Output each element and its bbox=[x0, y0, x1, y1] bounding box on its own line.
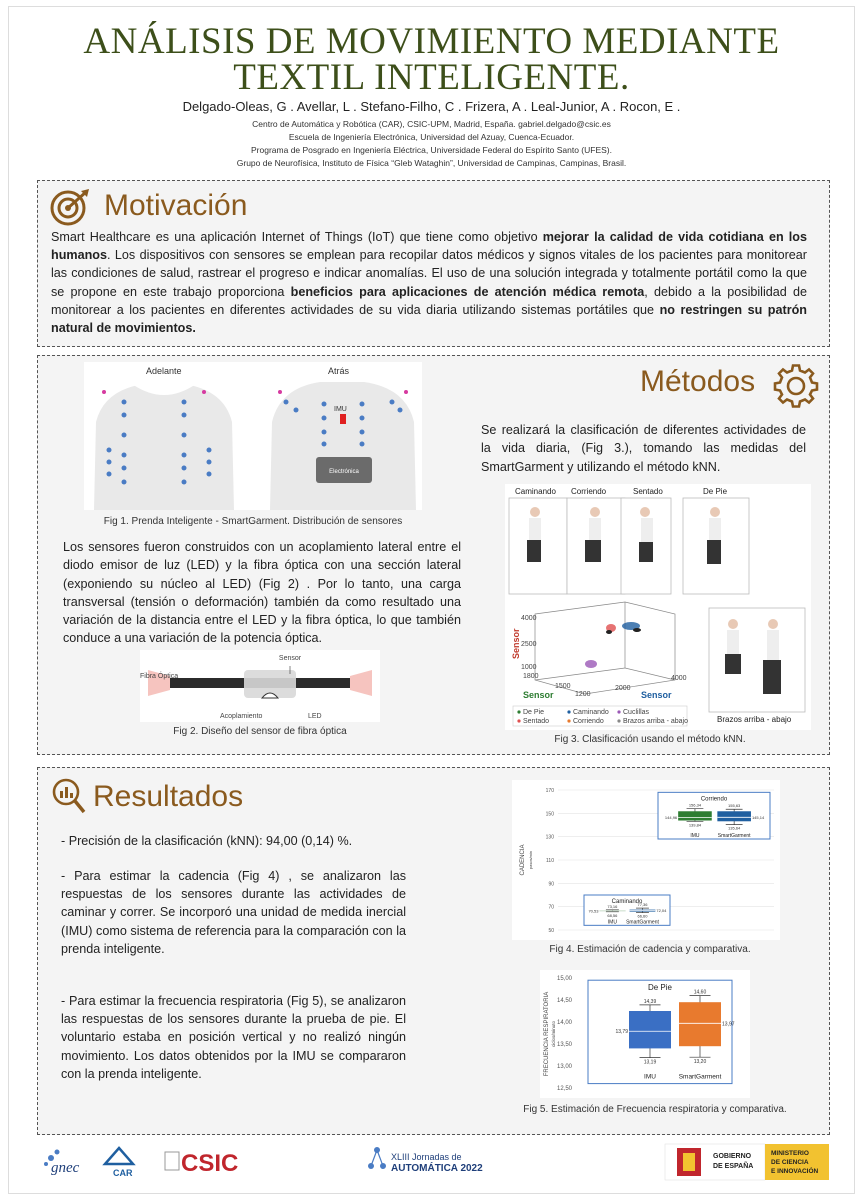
fig4-g1-s1-min-label: 66,60 bbox=[637, 913, 648, 919]
fig4-g0-s0-median-label: 144,96 bbox=[664, 814, 678, 820]
fig3-legend-depie: De Pie bbox=[523, 709, 545, 716]
fig4-ytick-5: 70 bbox=[548, 904, 554, 911]
fig3-tick-z2: 1000 bbox=[521, 664, 537, 671]
affiliation-1: Centro de Automática y Robótica (CAR), CSIC-UPM, Madrid, España. gabriel.delgado@csic.es bbox=[252, 119, 611, 129]
fig3-label-depie: De Pie bbox=[703, 487, 728, 496]
jornadas-logo bbox=[368, 1147, 483, 1174]
affiliation-4: Grupo de Neurofísica, Instituto de Física “Gleb Wataghin”, Universidad de Campinas, Campinas, Brasil. bbox=[236, 158, 627, 168]
fig3-legend-cuclillas: Cuclillas bbox=[623, 709, 650, 716]
fig4-g1-s1-median-label: 72,04 bbox=[656, 907, 667, 913]
footer-logos bbox=[37, 1140, 830, 1184]
fig3-tick-y0: 2000 bbox=[615, 685, 631, 692]
poster-title bbox=[0, 21, 863, 98]
gobierno-text-2: DE ESPAÑA bbox=[713, 1163, 754, 1170]
fig4-ytick-1: 150 bbox=[545, 811, 554, 818]
fig5-s0-max-label: 14,39 bbox=[643, 998, 657, 1005]
affiliation-2: Escuela de Ingeniería Electrónica, Universidad del Azuay, Cuenca-Ecuador. bbox=[288, 132, 575, 142]
title-line-2: TEXTIL INTELIGENTE. bbox=[233, 57, 630, 98]
fig3-axis-x: Sensor bbox=[523, 690, 554, 700]
analytics-icon bbox=[50, 776, 88, 816]
fig4-cadence-chart bbox=[512, 780, 780, 940]
fig3-tick-z1: 2500 bbox=[521, 641, 537, 648]
fig3-label-corriendo: Corriendo bbox=[571, 487, 607, 496]
csic-text: CSIC bbox=[181, 1150, 239, 1177]
fig1-imu-label: IMU bbox=[334, 406, 347, 413]
fig4-g0-s0-name: IMU bbox=[690, 833, 700, 839]
jornadas-text-2: AUTOMÁTICA 2022 bbox=[391, 1163, 483, 1174]
fig5-s0-iqr bbox=[629, 1011, 671, 1048]
gobierno-logo bbox=[665, 1144, 829, 1180]
fig3-label-brazos: Brazos arriba - abajo bbox=[717, 715, 792, 724]
fig1-caption: Fig 1. Prenda Inteligente - SmartGarment. Distribución de sensores bbox=[103, 516, 403, 527]
fig3-legend-corriendo: Corriendo bbox=[573, 718, 604, 725]
ministerio-text-2: DE CIENCIA bbox=[771, 1159, 809, 1166]
ministerio-text-1: MINISTERIO bbox=[771, 1150, 809, 1157]
fig3-caption: Fig 3. Clasificación usando el método kNN. bbox=[554, 734, 746, 745]
fig5-ylabel-unit: ciclos/minuto bbox=[551, 1020, 556, 1048]
fig4-g0-s0-iqr bbox=[678, 811, 712, 820]
fig2-led-label: LED bbox=[308, 713, 322, 720]
target-icon bbox=[48, 187, 94, 227]
metodos-text-left: Los sensores fueron construidos con un acoplamiento lateral entre el diodo emisor de luz (LED) y la fibra óptica con una sección lateral (exponiendo su núcleo al LED) (Fig 2) . Por lo tanto, una carga transversal (tensión o deformación) también da como resultado una variación de la distancia entre el LED y la fibra óptica, lo que también conduce a una variación de la potencia óptica. bbox=[63, 540, 461, 646]
car-text: CAR bbox=[113, 1168, 133, 1178]
car-logo bbox=[105, 1148, 133, 1178]
fig4-g1-s0-max-label: 73,16 bbox=[607, 903, 618, 909]
fig4-ytick-6: 50 bbox=[548, 928, 554, 934]
fig5-s0-median-label: 13,79 bbox=[615, 1029, 628, 1036]
fig5-ytick-5: 12,50 bbox=[556, 1086, 572, 1092]
fig3-knn-classification bbox=[505, 484, 811, 730]
fig3-label-sentado: Sentado bbox=[633, 487, 663, 496]
footer-drawing bbox=[37, 1140, 830, 1184]
fig4-g1-s0-name: IMU bbox=[607, 919, 617, 926]
resultados-p1: - Precisión de la clasificación (kNN): 94,00 (0,14) %. bbox=[61, 834, 353, 848]
fig4-ylabel-unit: pasos/min bbox=[528, 850, 533, 870]
fig4-g1-s1-name: SmartGarment bbox=[626, 919, 659, 926]
fig3-tick-y1: 4000 bbox=[671, 675, 687, 682]
fig5-ytick-4: 13,00 bbox=[556, 1064, 572, 1070]
fig4-g0-s1-max-label: 155,63 bbox=[728, 803, 741, 809]
fig2-fibra-label: Fibra Óptica bbox=[140, 673, 179, 680]
ministerio-text-3: E INNOVACIÓN bbox=[771, 1168, 819, 1175]
fig1-smartgarment bbox=[84, 362, 422, 510]
fig5-s0-name: IMU bbox=[644, 1073, 656, 1081]
fig4-g0-s0-min-label: 139,84 bbox=[688, 822, 702, 828]
fig5-respiratory-chart bbox=[540, 970, 750, 1098]
fig4-panel-title-1: Caminando bbox=[611, 899, 643, 905]
fig5-ytick-3: 13,50 bbox=[556, 1042, 572, 1048]
csic-logo bbox=[165, 1150, 238, 1177]
motivacion-title: Motivación bbox=[104, 189, 248, 222]
fig1-drawing bbox=[84, 362, 422, 510]
fig4-panel-title-0: Corriendo bbox=[700, 796, 728, 803]
fig1-back-label: Atrás bbox=[328, 366, 350, 376]
fig4-caption: Fig 4. Estimación de cadencia y comparativa. bbox=[549, 944, 751, 955]
fig4-ytick-3: 110 bbox=[546, 858, 554, 864]
fig5-title: De Pie bbox=[647, 983, 673, 993]
fig5-ylabel: FRECUENCIA RESPIRATORIA bbox=[544, 991, 550, 1077]
fig4-g1-s1-max-label: 77,36 bbox=[637, 902, 648, 908]
fig3-tick-z0: 4000 bbox=[521, 615, 537, 622]
fig5-ytick-1: 14,50 bbox=[556, 998, 572, 1004]
jornadas-text-1: XLIII Jornadas de bbox=[391, 1152, 462, 1162]
fig3-legend-caminando: Caminando bbox=[573, 709, 609, 716]
fig3-axis-z: Sensor bbox=[511, 628, 521, 659]
fig3-legend-sentado: Sentado bbox=[523, 718, 550, 725]
fig2-drawing bbox=[140, 650, 380, 722]
fig4-ytick-4: 90 bbox=[548, 881, 554, 888]
resultados-p3: - Para estimar la frecuencia respiratoria (Fig 5), se analizaron las respuestas de los sensores durante la prueba de pie. El voluntario estaba en posición vertical y no realizó ningún movimiento. Los datos obtenidos por la IMU se compararon con la prenda inteligente. bbox=[61, 994, 406, 1081]
fig1-electronics-label: Electrónica bbox=[329, 469, 359, 475]
fig5-s0-min-label: 13,19 bbox=[643, 1059, 657, 1066]
fig4-ytick-2: 130 bbox=[545, 834, 554, 841]
fig4-g0-s0-max-label: 156,34 bbox=[688, 802, 702, 808]
fig5-ytick-2: 14,00 bbox=[556, 1020, 572, 1026]
fig4-g0-s1-min-label: 135,64 bbox=[728, 825, 741, 831]
fig5-s1-name: SmartGarment bbox=[678, 1073, 722, 1081]
fig2-sensor-design bbox=[140, 650, 380, 722]
fig3-legend-brazos: Brazos arriba - abajo bbox=[623, 718, 688, 725]
metodos-text-right: Se realizará la clasificación de diferentes actividades de la vida diaria, (Fig 3.), tomando las medidas del SmartGarment y utilizando el método kNN. bbox=[481, 423, 806, 474]
fig2-acoplamiento-label: Acoplamiento bbox=[220, 713, 263, 720]
fig5-caption: Fig 5. Estimación de Frecuencia respiratoria y comparativa. bbox=[523, 1104, 787, 1115]
fig4-g1-s0-median-label: 70,53 bbox=[588, 908, 599, 914]
gobierno-text-1: GOBIERNO bbox=[713, 1153, 752, 1160]
fig2-sensor-label: Sensor bbox=[278, 655, 302, 662]
resultados-p2: - Para estimar la cadencia (Fig 4) , se analizaron las respuestas de los sensores durante las actividades de caminar y correr. Se incorporó una unidad de medida inercial (IMU) como sistema de referencia para la comparación con la prenda inteligente. bbox=[61, 869, 406, 956]
fig4-ytick-0: 170 bbox=[545, 788, 554, 794]
fig3-axis-y: Sensor bbox=[641, 690, 672, 700]
fig4-g0-s1-name: SmartGarment bbox=[717, 833, 751, 839]
fig5-s1-iqr bbox=[679, 1002, 721, 1046]
fig1-front-label: Adelante bbox=[146, 366, 182, 376]
fig3-tick-x2: 1200 bbox=[575, 691, 591, 698]
fig3-label-caminando: Caminando bbox=[515, 487, 556, 496]
affiliation-3: Programa de Posgrado en Ingeniería Eléctrica, Universidade Federal do Espírito Santo (UFES). bbox=[251, 145, 612, 155]
fig3-tick-x0: 1800 bbox=[523, 673, 539, 680]
fig5-s1-max-label: 14,60 bbox=[693, 989, 707, 996]
fig3-drawing bbox=[505, 484, 811, 730]
gnec-text: gnec bbox=[51, 1160, 80, 1176]
motivacion-text: Smart Healthcare es una aplicación Internet of Things (IoT) que tiene como objetivo mejorar la calidad de vida cotidiana en los humanos. Los dispositivos con sensores se emplean para recopilar datos médicos y signos vitales de los pacientes para monitorear las condiciones de salud, rastrear el progreso e indicar anomalías. El uso de una solución integrada y totalmente portátil como la que se propone en este trabajo proporciona beneficios para aplicaciones de atención médica remota, debido a la posibilidad de monitorear a los pacientes en diferentes actividades de su vida diaria utilizando sistemas portátiles que no restringen su patrón natural de movimientos. bbox=[51, 230, 808, 336]
fig5-ytick-0: 15,00 bbox=[556, 976, 572, 982]
fig5-s1-min-label: 13,20 bbox=[693, 1059, 707, 1066]
gear-icon bbox=[772, 364, 820, 408]
fig3-tick-x1: 1500 bbox=[555, 683, 571, 690]
title-line-1: ANÁLISIS DE MOVIMIENTO MEDIANTE bbox=[83, 21, 780, 62]
fig4-ylabel: CADENCIA bbox=[520, 844, 526, 876]
metodos-title: Métodos bbox=[640, 365, 756, 398]
fig2-caption: Fig 2. Diseño del sensor de fibra óptica bbox=[173, 726, 347, 737]
fig4-g0-s1-iqr bbox=[717, 811, 751, 821]
fig4-g1-s0-min-label: 68,56 bbox=[607, 912, 618, 918]
fig3-clusters bbox=[585, 622, 641, 668]
authors: Delgado-Oleas, G . Avellar, L . Stefano-Filho, C . Frizera, A . Leal-Junior, A . Rocon, E . bbox=[182, 99, 681, 114]
resultados-title: Resultados bbox=[93, 780, 244, 813]
fig4-g0-s1-median-label: 145,14 bbox=[751, 814, 765, 820]
gnec-logo bbox=[44, 1150, 80, 1177]
fig5-s1-median-label: 13,97 bbox=[722, 1021, 735, 1028]
